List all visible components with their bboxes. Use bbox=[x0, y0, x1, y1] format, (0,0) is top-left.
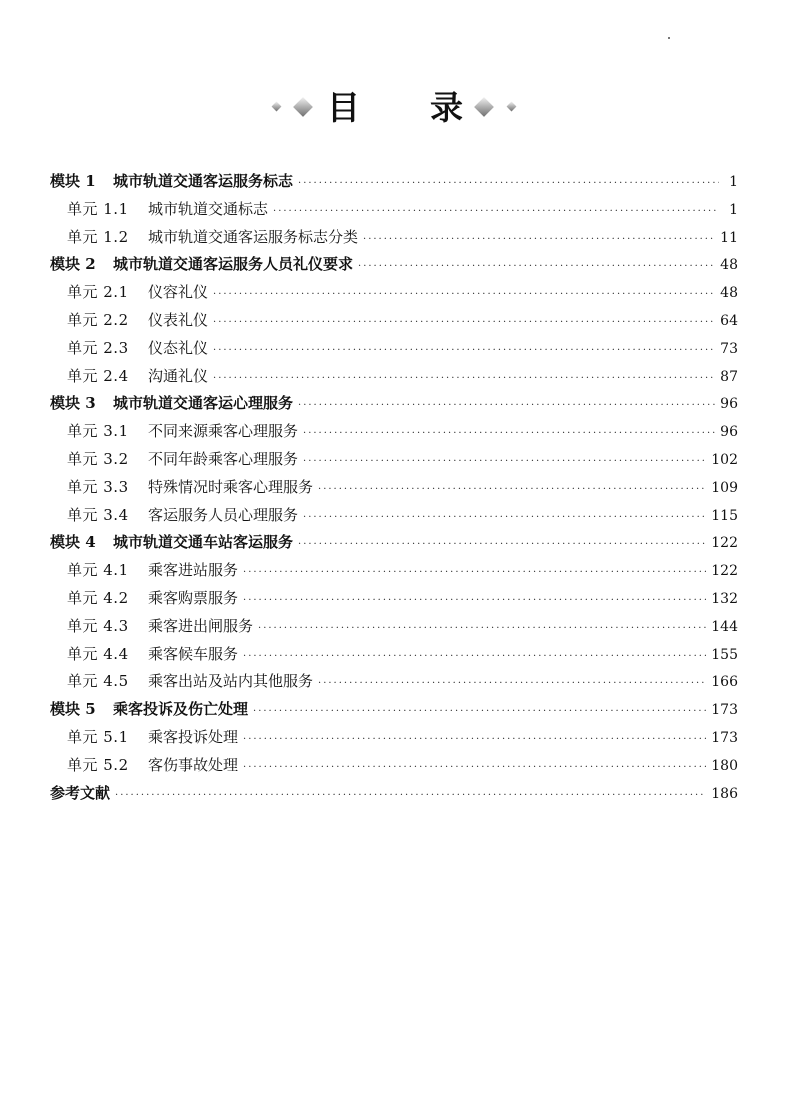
dot-leader bbox=[213, 317, 715, 328]
entry-page: 173 bbox=[711, 729, 738, 746]
entry-label: 单元 3.4 bbox=[67, 505, 129, 524]
toc-entry-unit[interactable] bbox=[50, 670, 738, 698]
entry-label: 单元 4.2 bbox=[67, 588, 129, 607]
dot-leader bbox=[243, 595, 706, 606]
scan-speck bbox=[668, 37, 670, 39]
entry-label: 单元 4.4 bbox=[67, 644, 129, 663]
dot-leader bbox=[213, 373, 715, 384]
entry-title: 乘客进站服务 bbox=[148, 561, 239, 580]
entry-label: 模块 4 bbox=[50, 533, 96, 552]
entry-title: 城市轨道交通客运心理服务 bbox=[113, 394, 294, 413]
entry-page: 64 bbox=[720, 312, 738, 329]
entry-page: 109 bbox=[711, 479, 738, 496]
entry-label: 单元 4.3 bbox=[67, 616, 129, 635]
title-char-2: 录 bbox=[430, 88, 463, 127]
entry-page: 132 bbox=[711, 590, 738, 607]
entry-page: 11 bbox=[720, 229, 738, 246]
entry-title: 城市轨道交通客运服务标志分类 bbox=[148, 227, 359, 246]
entry-page: 122 bbox=[711, 563, 738, 580]
toc-entry-unit[interactable] bbox=[50, 365, 738, 393]
entry-label: 单元 2.2 bbox=[67, 310, 129, 329]
entry-title: 不同来源乘客心理服务 bbox=[148, 422, 299, 441]
entry-label: 单元 3.3 bbox=[67, 477, 129, 496]
ornament-diamond-icon bbox=[272, 102, 282, 112]
toc-entry-unit[interactable] bbox=[50, 587, 738, 615]
dot-leader bbox=[243, 762, 706, 773]
entry-title: 不同年龄乘客心理服务 bbox=[148, 449, 299, 468]
dot-leader bbox=[253, 706, 706, 717]
entry-page: 1 bbox=[729, 174, 738, 190]
toc-entry-unit[interactable] bbox=[50, 226, 738, 254]
entry-page: 186 bbox=[711, 785, 738, 802]
toc-entry-unit[interactable] bbox=[50, 559, 738, 587]
entry-page: 73 bbox=[720, 340, 738, 357]
entry-title: 乘客投诉及伤亡处理 bbox=[113, 700, 249, 719]
toc-entry-unit[interactable] bbox=[50, 309, 738, 337]
entry-page: 166 bbox=[711, 674, 738, 691]
page-title bbox=[0, 86, 790, 130]
entry-label: 模块 5 bbox=[50, 700, 96, 719]
dot-leader bbox=[298, 539, 706, 550]
toc-entry-module[interactable] bbox=[50, 531, 738, 559]
entry-page: 144 bbox=[711, 618, 738, 635]
toc-entry-module[interactable] bbox=[50, 698, 738, 726]
toc-entry-unit[interactable] bbox=[50, 198, 738, 226]
entry-title: 仪容礼仪 bbox=[148, 283, 209, 302]
entry-page: 180 bbox=[711, 757, 738, 774]
dot-leader bbox=[303, 512, 706, 523]
entry-title: 乘客候车服务 bbox=[148, 644, 239, 663]
toc-entry-unit[interactable] bbox=[50, 615, 738, 643]
toc-entry-unit[interactable] bbox=[50, 448, 738, 476]
entry-page: 87 bbox=[720, 368, 738, 385]
dot-leader bbox=[298, 178, 719, 189]
entry-title: 客运服务人员心理服务 bbox=[148, 505, 299, 524]
entry-title: 城市轨道交通客运服务标志 bbox=[113, 172, 294, 190]
entry-title: 乘客购票服务 bbox=[148, 588, 239, 607]
ornament-diamond-icon bbox=[507, 102, 517, 112]
entry-label: 单元 4.1 bbox=[67, 561, 129, 580]
entry-label: 单元 2.3 bbox=[67, 338, 129, 357]
dot-leader bbox=[318, 678, 706, 689]
toc-entry-unit[interactable] bbox=[50, 754, 738, 782]
dot-leader bbox=[213, 345, 715, 356]
entry-label: 模块 2 bbox=[50, 255, 96, 274]
entry-title: 城市轨道交通客运服务人员礼仪要求 bbox=[113, 255, 354, 274]
entry-page: 96 bbox=[720, 424, 738, 441]
dot-leader bbox=[115, 790, 706, 801]
toc-entry-unit[interactable] bbox=[50, 476, 738, 504]
entry-page: 102 bbox=[711, 451, 738, 468]
title-char-1: 目 bbox=[327, 88, 360, 127]
ornament-diamond-icon bbox=[293, 97, 313, 117]
toc-entry-unit[interactable] bbox=[50, 504, 738, 532]
entry-page: 115 bbox=[711, 507, 738, 524]
dot-leader bbox=[363, 234, 715, 245]
dot-leader bbox=[213, 289, 715, 300]
dot-leader bbox=[358, 261, 715, 272]
entry-page: 155 bbox=[711, 646, 738, 663]
dot-leader bbox=[243, 734, 706, 745]
dot-leader bbox=[298, 400, 715, 411]
dot-leader bbox=[258, 623, 706, 634]
entry-title: 客伤事故处理 bbox=[148, 755, 239, 774]
entry-label: 单元 4.5 bbox=[67, 672, 129, 691]
toc-entry-module[interactable] bbox=[50, 392, 738, 420]
entry-title: 沟通礼仪 bbox=[148, 366, 209, 385]
entry-label: 单元 3.2 bbox=[67, 449, 129, 468]
entry-label: 模块 3 bbox=[50, 394, 96, 413]
entry-title: 乘客进出闸服务 bbox=[148, 616, 254, 635]
entry-page: 173 bbox=[711, 702, 738, 719]
entry-label: 单元 1.1 bbox=[67, 199, 129, 218]
entry-title: 城市轨道交通车站客运服务 bbox=[113, 533, 294, 552]
dot-leader bbox=[318, 484, 706, 495]
entry-title: 城市轨道交通标志 bbox=[148, 199, 269, 218]
toc-entry-unit[interactable] bbox=[50, 420, 738, 448]
entry-label: 单元 2.1 bbox=[67, 283, 129, 302]
entry-title: 乘客出站及站内其他服务 bbox=[148, 672, 314, 691]
entry-title: 仪表礼仪 bbox=[148, 310, 209, 329]
entry-page: 1 bbox=[729, 201, 738, 218]
entry-label: 单元 1.2 bbox=[67, 227, 129, 246]
entry-label: 单元 5.1 bbox=[67, 727, 129, 746]
entry-title: 参考文献 bbox=[50, 783, 111, 802]
entry-title: 乘客投诉处理 bbox=[148, 727, 239, 746]
dot-leader bbox=[243, 651, 706, 662]
entry-title: 仪态礼仪 bbox=[148, 338, 209, 357]
entry-page: 122 bbox=[711, 535, 738, 552]
entry-label: 单元 2.4 bbox=[67, 366, 129, 385]
entry-page: 48 bbox=[720, 285, 738, 302]
entry-label: 单元 5.2 bbox=[67, 755, 129, 774]
dot-leader bbox=[273, 206, 719, 217]
toc-entry-references[interactable] bbox=[50, 782, 738, 810]
entry-page: 96 bbox=[720, 396, 738, 413]
toc-entry-unit[interactable] bbox=[50, 643, 738, 671]
dot-leader bbox=[303, 456, 706, 467]
toc-entry-module[interactable] bbox=[50, 170, 738, 198]
ornament-diamond-icon bbox=[474, 97, 494, 117]
toc-entry-unit[interactable] bbox=[50, 726, 738, 754]
entry-label: 单元 3.1 bbox=[67, 422, 129, 441]
table-of-contents bbox=[50, 170, 738, 809]
entry-label: 模块 1 bbox=[50, 172, 96, 190]
entry-page: 48 bbox=[720, 257, 738, 274]
dot-leader bbox=[303, 428, 715, 439]
toc-entry-unit[interactable] bbox=[50, 281, 738, 309]
toc-entry-unit[interactable] bbox=[50, 337, 738, 365]
toc-entry-module[interactable] bbox=[50, 253, 738, 281]
dot-leader bbox=[243, 567, 706, 578]
entry-title: 特殊情况时乘客心理服务 bbox=[148, 477, 314, 496]
